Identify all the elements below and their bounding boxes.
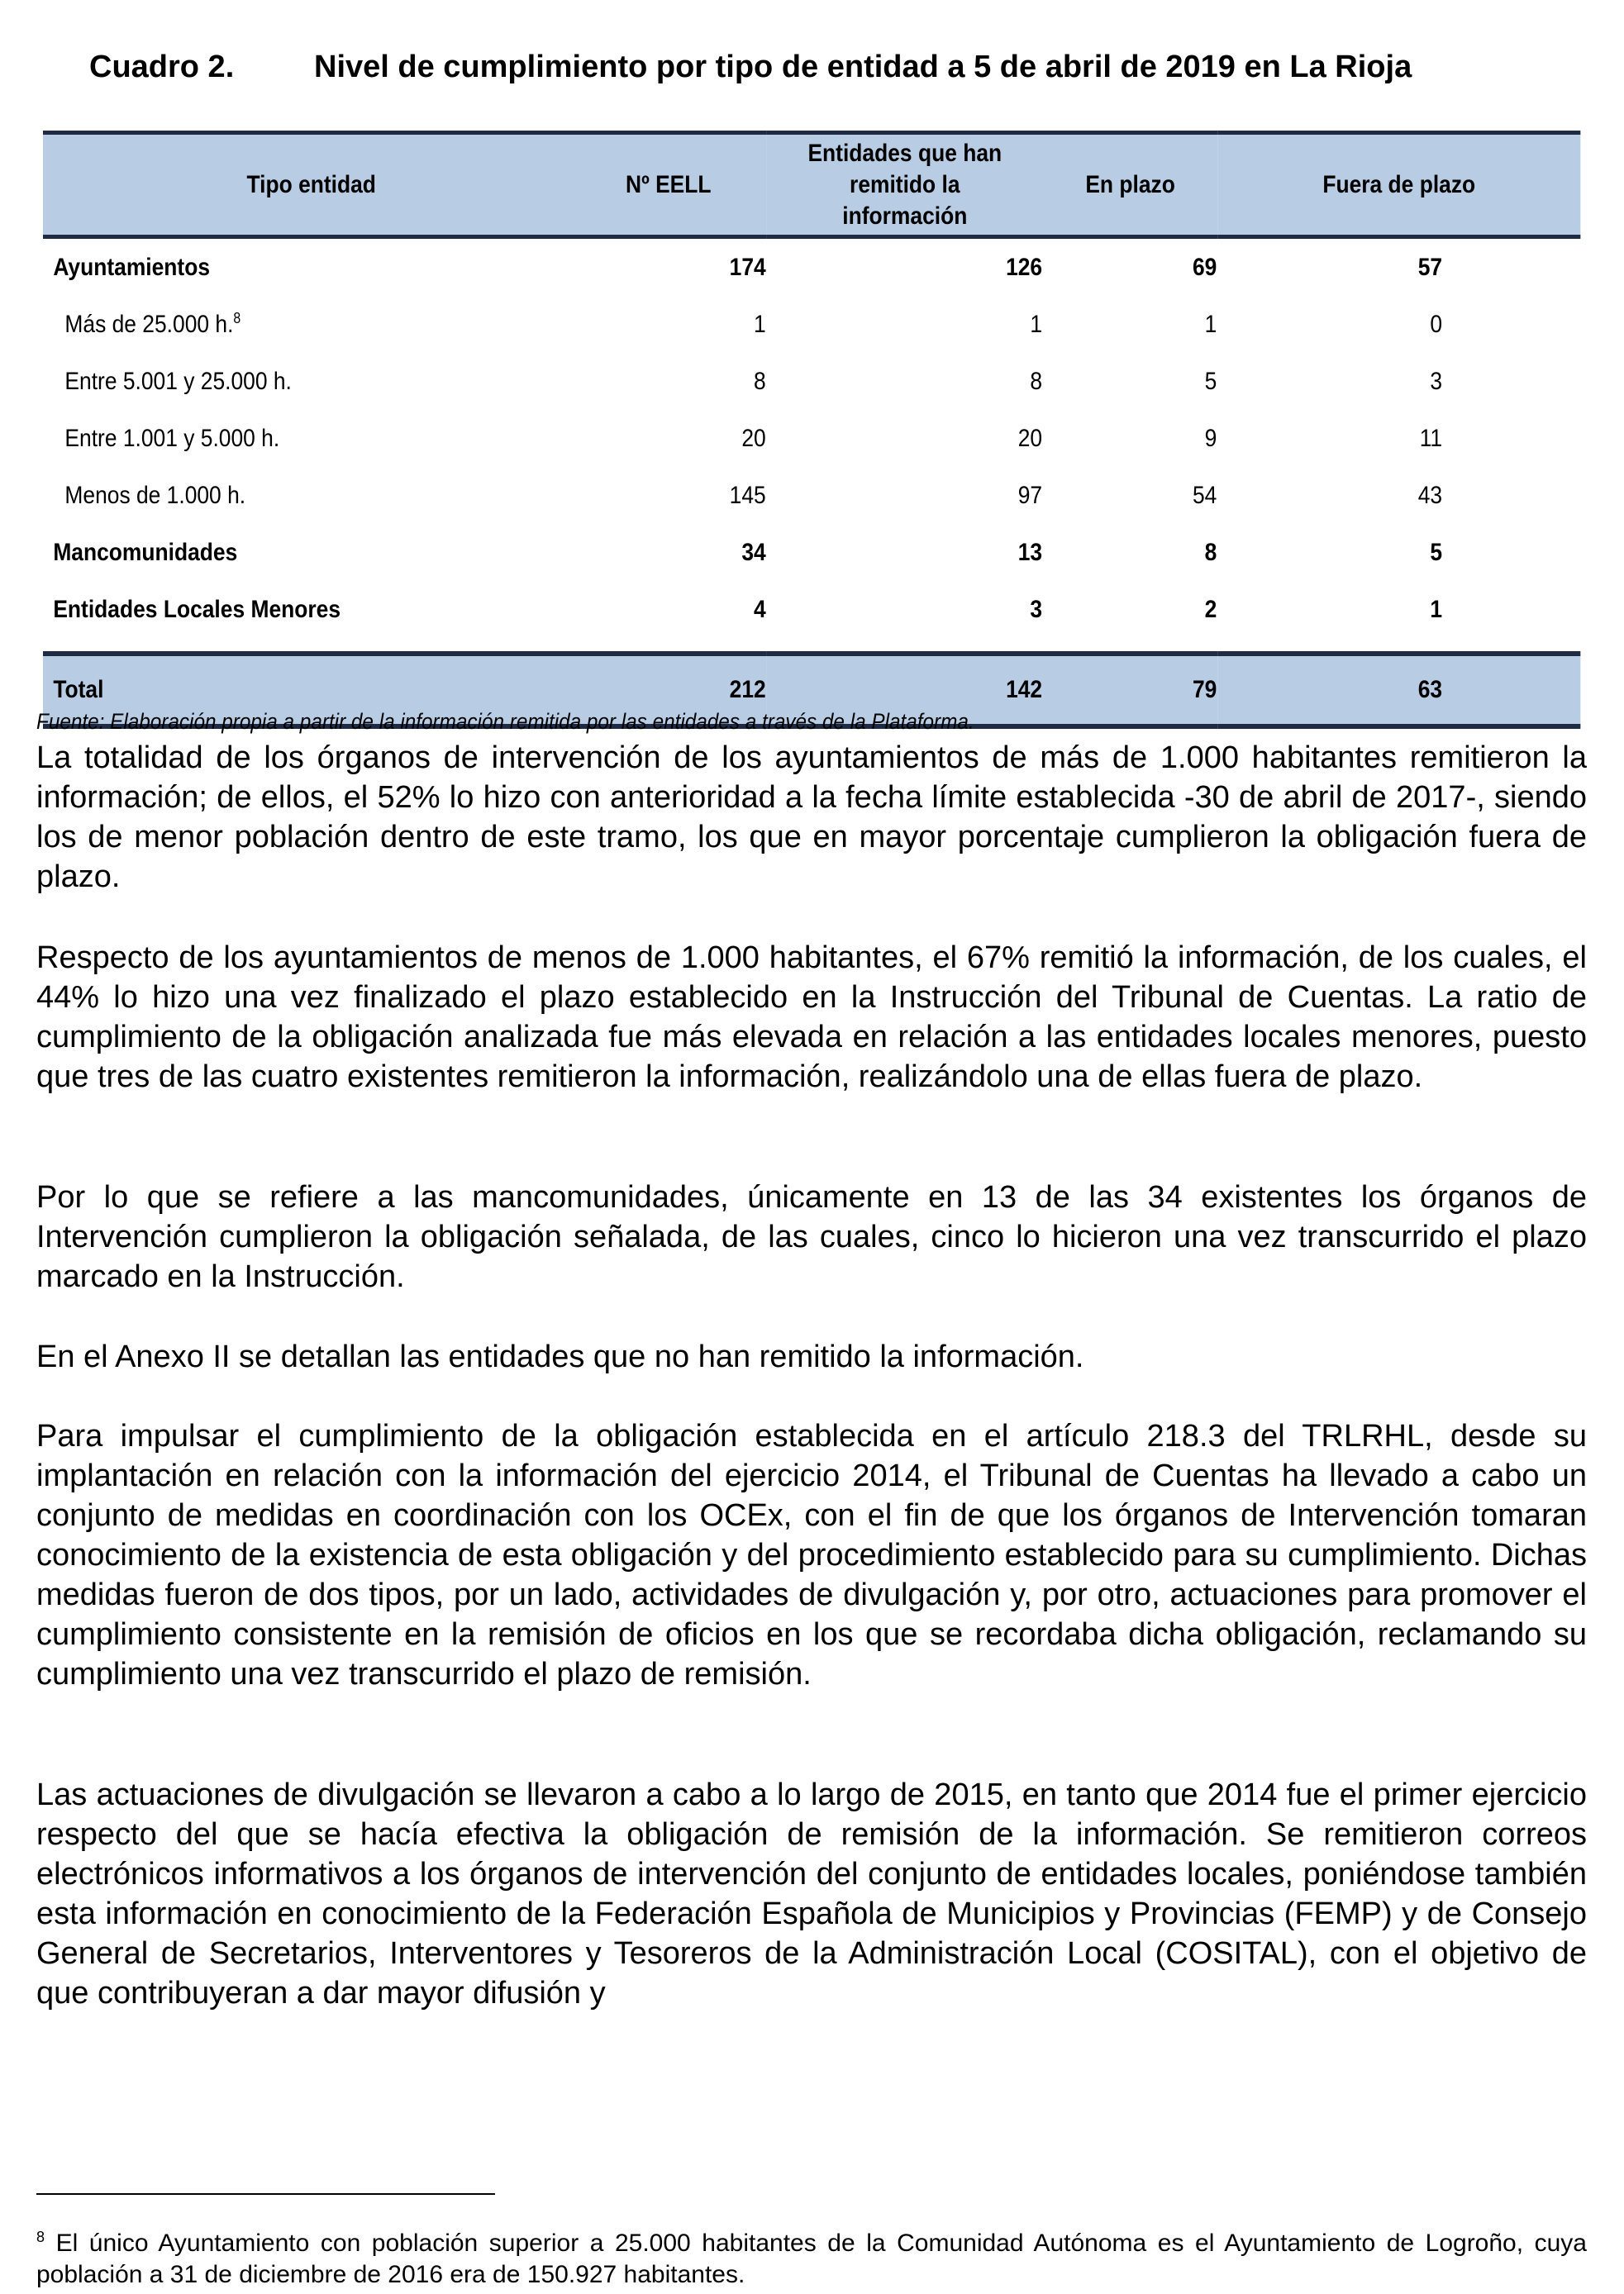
cell-fuera: 1: [1430, 595, 1443, 623]
cell-eell: 20: [741, 424, 766, 452]
cell-remitido: 13: [1017, 538, 1043, 566]
cell-tipo: Entre 1.001 y 5.000 h.: [64, 424, 280, 452]
cell-eell: 8: [754, 367, 766, 395]
cell-eell: 1: [754, 310, 766, 338]
cell-remitido: 3: [1030, 595, 1043, 623]
cell-fuera: 63: [1217, 654, 1580, 726]
cell-eell: 212: [570, 654, 767, 726]
table-header-row: [43, 133, 1580, 237]
cell-tipo: Ayuntamientos: [53, 253, 211, 281]
cell-fuera: 0: [1430, 310, 1443, 338]
table-row: [43, 296, 1580, 353]
cell-remitido: 142: [767, 654, 1043, 726]
body-paragraph: La totalidad de los órganos de intervención de los ayuntamientos de más de 1.000 habitantes remitieron la información; de ellos, el 52% lo hizo con anterioridad a la fecha límite establecida -30 de abril de 2017-, siendo los de menor población dentro de este tramo, los que en mayor porcentaje cumplieron la obligación fuera de plazo.: [36, 740, 1587, 894]
cell-tipo: Entidades Locales Menores: [53, 595, 341, 623]
cell-en-plazo: 8: [1204, 538, 1217, 566]
cell-en-plazo: 1: [1204, 310, 1217, 338]
cell-fuera: 3: [1430, 367, 1443, 395]
cell-tipo: Menos de 1.000 h.: [64, 481, 246, 509]
cell-en-plazo: 2: [1204, 595, 1217, 623]
cell-remitido: 126: [1006, 253, 1043, 281]
footnote-mark: 8: [36, 2229, 45, 2245]
footnote: [36, 2228, 1587, 2291]
cell-eell: 145: [729, 481, 766, 509]
cell-tipo: Más de 25.000 h.$^8$: [64, 309, 241, 338]
footnote-separator: [36, 2193, 495, 2195]
table-row: [43, 467, 1580, 524]
cell-remitido: 8: [1030, 367, 1043, 395]
cell-en-plazo: 79: [1043, 654, 1217, 726]
header-num-eell: Nº EELL: [570, 133, 767, 237]
cell-eell: 4: [754, 595, 766, 623]
cell-en-plazo: 9: [1204, 424, 1217, 452]
footnote-ref: 8: [233, 309, 241, 326]
caption-number: Cuadro 2.: [89, 50, 235, 84]
header-remitido: Entidades que han remitido la información: [767, 133, 1043, 237]
table-row: [43, 581, 1580, 638]
cell-eell: 174: [729, 253, 766, 281]
cell-fuera: 43: [1417, 481, 1443, 509]
body-paragraph: Para impulsar el cumplimiento de la obligación establecida en el artículo 218.3 del TRLRHL, desde su implantación en relación con la información del ejercicio 2014, el Tribunal de Cuentas ha llevado a cabo un conjunto de medidas en coordinación con los OCEx, con el fin de que los órganos de Intervención tomaran conocimiento de la existencia de esta obligación y del procedimiento establecido para su cumplimiento. Dichas medidas fueron de dos tipos, por un lado, actividades de divulgación y, por otro, actuaciones para promover el cumplimiento consistente en la remisión de oficios en los que se recordaba dicha obligación, reclamando su cumplimiento una vez transcurrido el plazo de remisión.: [36, 1419, 1587, 1692]
body-paragraph: En el Anexo II se detallan las entidades que no han remitido la información.: [36, 1340, 1084, 1374]
body-paragraph: Por lo que se refiere a las mancomunidades, únicamente en 13 de las 34 existentes los órganos de Intervención cumplieron la obligación señalada, de las cuales, cinco lo hicieron una vez transcurrido el plazo marcado en la Instrucción.: [36, 1180, 1587, 1294]
table-row: [43, 410, 1580, 467]
body-paragraph: Respecto de los ayuntamientos de menos de 1.000 habitantes, el 67% remitió la información, de los cuales, el 44% lo hizo una vez finalizado el plazo establecido en la Instrucción del Tribunal de Cuentas. La ratio de cumplimiento de la obligación analizada fue más elevada en relación a las entidades locales menores, puesto que tres de las cuatro existentes remitieron la información, realizándolo una de ellas fuera de plazo.: [36, 940, 1587, 1094]
cell-tipo: Total: [43, 654, 570, 726]
table-row: [43, 353, 1580, 410]
caption-text: Nivel de cumplimiento por tipo de entidad a 5 de abril de 2019 en La Rioja: [314, 50, 1412, 84]
cell-remitido: 20: [1017, 424, 1043, 452]
cell-fuera: 5: [1430, 538, 1443, 566]
cell-remitido: 1: [1030, 310, 1043, 338]
header-en-plazo: En plazo: [1043, 133, 1217, 237]
body-paragraph: Las actuaciones de divulgación se llevaron a cabo a lo largo de 2015, en tanto que 2014 fue el primer ejercicio respecto del que se hacía efectiva la obligación de remisión de la información. Se remitieron correos electrónicos informativos a los órganos de intervención del conjunto de entidades locales, poniéndose también esta información en conocimiento de la Federación Española de Municipios y Provincias (FEMP) y de Consejo General de Secretarios, Interventores y Tesoreros de la Administración Local (COSITAL), con el objetivo de que contribuyeran a dar mayor difusión y: [36, 1778, 1587, 2011]
table-caption: [89, 50, 1412, 85]
header-fuera-plazo: Fuera de plazo: [1217, 133, 1580, 237]
cell-en-plazo: 54: [1192, 481, 1217, 509]
footnote-text: El único Ayuntamiento con población superior a 25.000 habitantes de la Comunidad Autónoma es el Ayuntamiento de Logroño, cuya población a 31 de diciembre de 2016 era de 150.927 habitantes.: [36, 2230, 1587, 2288]
cell-remitido: 97: [1017, 481, 1043, 509]
cell-eell: 34: [741, 538, 766, 566]
cell-fuera: 57: [1417, 253, 1443, 281]
table-row: [43, 524, 1580, 581]
table-row: [43, 237, 1580, 297]
table-source-note: Fuente: Elaboración propia a partir de la información remitida por las entidades a través de la Plataforma.: [36, 709, 974, 734]
cell-en-plazo: 5: [1204, 367, 1217, 395]
compliance-table: [43, 131, 1580, 729]
cell-tipo: Entre 5.001 y 25.000 h.: [64, 367, 292, 395]
header-tipo-entidad: Tipo entidad: [43, 133, 570, 237]
cell-fuera: 11: [1419, 424, 1443, 452]
cell-tipo: Mancomunidades: [53, 538, 238, 566]
cell-en-plazo: 69: [1192, 253, 1217, 281]
